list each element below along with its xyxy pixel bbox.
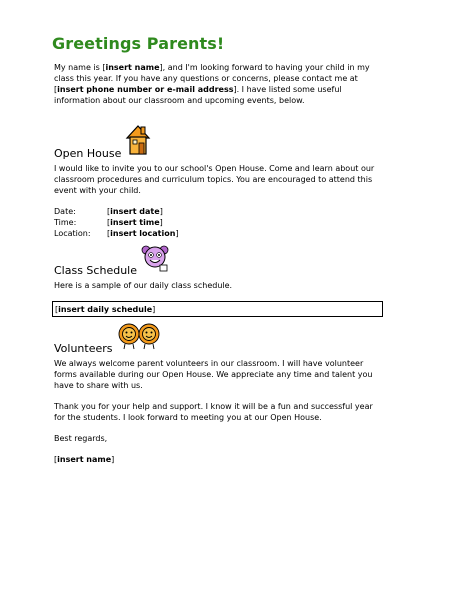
- intro-name-placeholder: insert name: [105, 63, 160, 72]
- detail-label: Location:: [54, 229, 91, 238]
- schedule-title: Class Schedule: [54, 264, 137, 277]
- detail-row-date: Date: [insert date]: [54, 207, 163, 216]
- open-house-header: [54, 124, 386, 160]
- detail-row-location: Location: [insert location]: [54, 229, 179, 238]
- detail-row-time: Time: [insert time]: [54, 218, 163, 227]
- signature-line: [insert name]: [54, 455, 115, 464]
- schedule-box[interactable]: [insert daily schedule]: [52, 301, 383, 317]
- volunteers-header: [54, 317, 386, 355]
- schedule-body: Here is a sample of our daily class schedule.: [54, 281, 233, 290]
- event-details: [54, 206, 386, 239]
- volunteers-title: Volunteers: [54, 342, 113, 355]
- open-house-title: Open House: [54, 147, 122, 160]
- schedule-placeholder: insert daily schedule: [58, 305, 153, 314]
- house-icon: [125, 124, 151, 160]
- happy-faces-icon: [117, 321, 161, 355]
- detail-label: Time:: [54, 218, 77, 227]
- student-face-icon: [141, 243, 169, 277]
- intro-contact-placeholder: insert phone number or e-mail address: [57, 85, 234, 94]
- intro-text-3: ]. I have listed some useful information about our classroom and upcoming events, below.: [54, 85, 342, 105]
- intro-text-2: ], and I'm looking forward to having your child in my class this year. If you have any questions or concerns, please contact me at [: [54, 63, 370, 94]
- detail-value: insert date: [110, 207, 160, 216]
- open-house-body: I would like to invite you to our school's Open House. Come and learn about our classroom procedures and curriculum topics. You are encouraged to attend this event with your child.: [54, 164, 375, 195]
- signature-placeholder: insert name: [57, 455, 112, 464]
- closing-line: Best regards,: [54, 434, 108, 443]
- volunteers-body: We always welcome parent volunteers in our classroom. I will have volunteer forms available during our Open House. We appreciate any time and talent you have to share with us.: [54, 359, 373, 390]
- detail-value: insert time: [110, 218, 160, 227]
- detail-label: Date:: [54, 207, 76, 216]
- intro-paragraph: [54, 62, 386, 106]
- thanks-paragraph: Thank you for your help and support. I know it will be a fun and successful year for the students. I look forward to meeting you at our Open House.: [54, 402, 373, 422]
- intro-text-1: My name is [: [54, 63, 106, 72]
- detail-value: insert location: [110, 229, 176, 238]
- schedule-header: [54, 239, 386, 277]
- greeting-heading: Greetings Parents!: [52, 34, 225, 53]
